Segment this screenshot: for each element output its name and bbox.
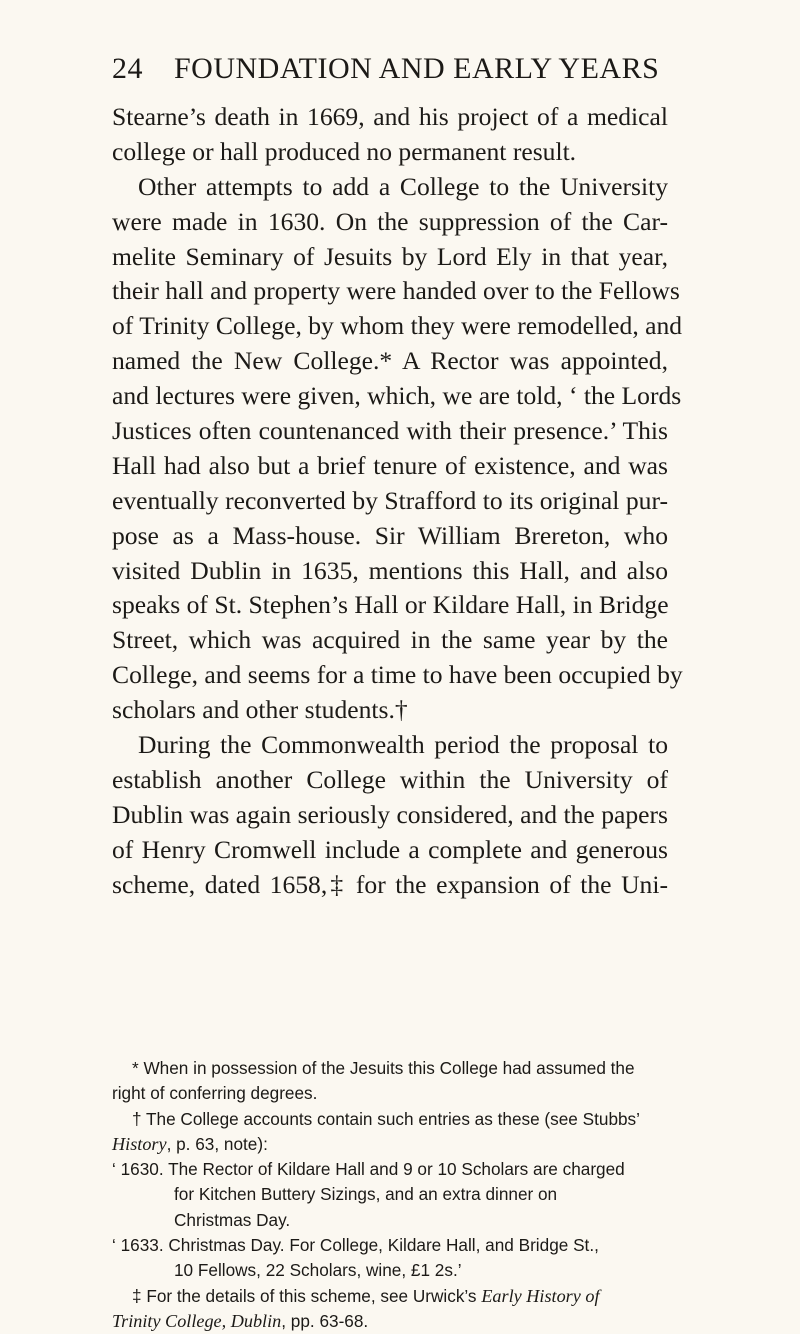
footnote-star-cont: right of conferring degrees. (112, 1083, 318, 1104)
text-line: speaks of St. Stephen’s Hall or Kildare Hall, in Bridge (112, 590, 669, 620)
account-entry-1630-cont: for Kitchen Buttery Sizings, and an extra dinner on (174, 1184, 558, 1205)
footnotes (112, 1056, 668, 1334)
footnote-dagger-cont (112, 1132, 668, 1157)
account-entry-1630-cont: Christmas Day. (174, 1209, 291, 1230)
text-line: named the New College.* A Rector was appointed, (112, 346, 668, 376)
footnote-double-dagger (112, 1284, 668, 1309)
text-line: college or hall produced no permanent result. (112, 136, 577, 166)
footnote-dagger-text: † The College accounts contain such entries as these (see Stubbs’ (132, 1108, 640, 1129)
footnote-dagger-rest: , p. 63, note): (166, 1133, 268, 1154)
book-title-trinity: Trinity College, Dublin (112, 1310, 282, 1331)
book-title-early-history: Early History of (481, 1285, 600, 1306)
account-entry-1633: ‘ 1633. Christmas Day. For College, Kildare Hall, and Bridge St., (112, 1235, 599, 1256)
account-entry-1633-cont: 10 Fellows, 22 Scholars, wine, £1 2s.’ (174, 1260, 462, 1281)
text-line: Street, which was acquired in the same year by the (112, 625, 668, 655)
text-line: scheme, dated 1658,‡ for the expansion of the Uni- (112, 869, 668, 899)
text-line: visited Dublin in 1635, mentions this Hall, and also (112, 555, 668, 585)
text-line: pose as a Mass-house. Sir William Brereton, who (112, 520, 668, 550)
footnote-ddagger-text: ‡ For the details of this scheme, see Urwick’s (132, 1285, 482, 1306)
text-line: and lectures were given, which, we are told, ‘ the Lords (112, 381, 682, 411)
page-number: 24 (112, 52, 143, 85)
body-text (112, 100, 683, 902)
text-line: Justices often countenanced with their presence.’ This (112, 416, 668, 446)
text-line: Hall had also but a brief tenure of existence, and was (112, 450, 668, 480)
text-line: College, and seems for a time to have been occupied by (112, 660, 683, 690)
text-line: eventually reconverted by Strafford to its original pur- (112, 485, 668, 515)
footnote-double-dagger-cont (112, 1309, 668, 1334)
footnote-dagger (112, 1107, 668, 1132)
text-line: Dublin was again seriously considered, and the papers (112, 799, 668, 829)
text-line: Stearne’s death in 1669, and his project of a medical (112, 102, 668, 131)
footnote-ddagger-post: , pp. 63-68. (281, 1310, 369, 1331)
text-line: of Trinity College, by whom they were remodelled, and (112, 311, 683, 341)
account-entry-1630: ‘ 1630. The Rector of Kildare Hall and 9 or 10 Scholars are charged (112, 1159, 625, 1180)
text-line: their hall and property were handed over to the Fellows (112, 276, 680, 306)
running-title: FOUNDATION AND EARLY YEARS (174, 52, 660, 85)
text-line: were made in 1630. On the suppression of the Car- (112, 206, 668, 236)
text-line: scholars and other students.† (112, 695, 408, 725)
text-line: melite Seminary of Jesuits by Lord Ely in that year, (112, 241, 668, 271)
footnote-star: * When in possession of the Jesuits this College had assumed the (132, 1058, 635, 1078)
book-title-history: History (112, 1133, 167, 1154)
text-line: establish another College within the University of (112, 764, 668, 794)
text-line: During the Commonwealth period the proposal to (138, 730, 668, 760)
text-line: of Henry Cromwell include a complete and generous (112, 834, 668, 864)
text-line: Other attempts to add a College to the University (138, 171, 668, 201)
